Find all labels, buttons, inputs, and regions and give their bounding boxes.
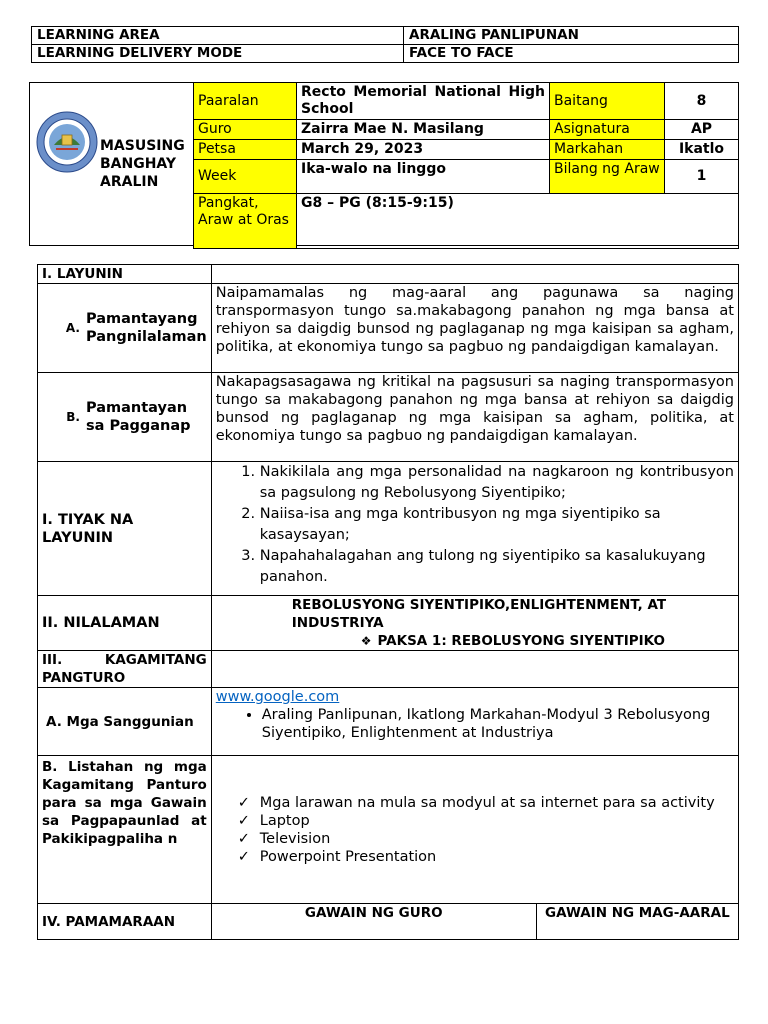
week-label: Week — [194, 160, 297, 194]
header-row — [32, 27, 739, 45]
markahan-value: Ikatlo — [665, 140, 739, 160]
list-item: 2. Naiisa-isa ang mga kontribusyon ng mga siyentipiko sa kasaysayan; — [260, 504, 734, 546]
pamantayang-pangnilalaman-label: A. Pamantayang Pangnilalaman — [38, 284, 212, 373]
guro-value: Zairra Mae N. Masilang — [297, 120, 550, 140]
asignatura-value: AP — [665, 120, 739, 140]
pangkat-label: Pangkat, Araw at Oras — [194, 194, 297, 249]
gawain-guro-header: GAWAIN NG GURO — [211, 904, 536, 940]
learning-area-value: ARALING PANLIPUNAN — [404, 27, 739, 45]
markahan-label: Markahan — [550, 140, 665, 160]
bilang-value: 1 — [665, 160, 739, 194]
listahan-content — [211, 756, 738, 904]
list-item: • Araling Panlipunan, Ikatlong Markahan-Modyul 3 Rebolusyong Siyentipiko, Enlightenment at Industriya — [262, 706, 734, 742]
list-item: ✓ Television — [238, 830, 734, 848]
week-value: Ika-walo na linggo — [297, 160, 550, 194]
list-item: 1. Nakikilala ang mga personalidad na nagkaroon ng kontribusyon sa pagsulong ng Rebolusyong Siyentipiko; — [260, 462, 734, 504]
delivery-mode-label: LEARNING DELIVERY MODE — [32, 45, 404, 63]
pamantayang-pangnilalaman-text: Naipamamalas ng mag-aaral ang pagunawa sa naging transpormasyon tungo sa.makabagong panahon ng mga bansa at rehiyon sa daigdig bunsod ng paglaganap ng mga kaisipan sa agham, politika, at ekonomiya tungo sa pagbuo ng pandaigdigan kamalayan. — [211, 284, 738, 373]
nilalaman-title: REBOLUSYONG SIYENTIPIKO,ENLIGHTENMENT, AT INDUSTRIYA — [291, 597, 667, 631]
lesson-plan-title: MASUSING BANGHAY ARALIN — [100, 138, 185, 190]
nilalaman-label: II. NILALAMAN — [38, 596, 212, 651]
nilalaman-paksa: PAKSA 1: REBOLUSYONG SIYENTIPIKO — [377, 633, 665, 649]
paaralan-label: Paaralan — [194, 83, 297, 120]
pamantayan-pagganap-label: B. Pamantayan sa Pagganap — [38, 373, 212, 462]
sanggunian-label: A. Mga Sanggunian — [38, 688, 212, 756]
pangkat-value: G8 – PG (8:15-9:15) — [297, 194, 739, 249]
list-item: ✓ Laptop — [238, 812, 734, 830]
info-table — [193, 82, 739, 249]
delivery-mode-value: FACE TO FACE — [404, 45, 739, 63]
nilalaman-content — [211, 596, 738, 651]
list-item: ✓ Powerpoint Presentation — [238, 848, 734, 866]
petsa-value: March 29, 2023 — [297, 140, 550, 160]
pamamaraan-label: IV. PAMAMARAAN — [38, 904, 212, 940]
header-table — [31, 26, 739, 63]
google-link[interactable]: www.google.com — [215, 689, 340, 705]
pamantayan-pagganap-text: Nakapagsasagawa ng kritikal na pagsusuri sa naging transpormasyon tungo sa makabagong panahon ng mga bansa at rehiyon sa daigdig bunsod ng paglaganap ng mga kaisipan sa agham, politika, at ekonomiya tungo sa pagbuo ng pandaigdigan kamalayan. — [211, 373, 738, 462]
list-item: ✓ Mga larawan na mula sa modyul at sa internet para sa activity — [238, 794, 734, 812]
header-row — [32, 45, 739, 63]
lesson-table — [37, 264, 739, 940]
bilang-label: Bilang ng Araw — [550, 160, 665, 194]
tiyak-na-layunin-list — [211, 462, 738, 596]
gawain-mag-aaral-header: GAWAIN NG MAG-AARAL — [536, 904, 738, 940]
diamond-bullet-icon: ❖ — [360, 634, 372, 648]
sanggunian-content — [211, 688, 738, 756]
guro-label: Guro — [194, 120, 297, 140]
layunin-heading: I. LAYUNIN — [38, 265, 212, 284]
baitang-value: 8 — [665, 83, 739, 120]
paaralan-value: Recto Memorial National High School — [297, 83, 550, 120]
listahan-label: B. Listahan ng mga Kagamitang Panturo para sa mga Gawain sa Pagpapaunlad at Pakikipagpaliha n — [38, 756, 212, 904]
kagamitang-panturo-label: III. KAGAMITANG PANGTURO — [38, 651, 212, 688]
school-seal-icon — [36, 111, 98, 173]
learning-area-label: LEARNING AREA — [32, 27, 404, 45]
asignatura-label: Asignatura — [550, 120, 665, 140]
tiyak-na-layunin-label: I. TIYAK NA LAYUNIN — [38, 462, 212, 596]
baitang-label: Baitang — [550, 83, 665, 120]
petsa-label: Petsa — [194, 140, 297, 160]
list-item: 3. Napahahalagahan ang tulong ng siyentipiko sa kasalukuyang panahon. — [260, 546, 734, 588]
